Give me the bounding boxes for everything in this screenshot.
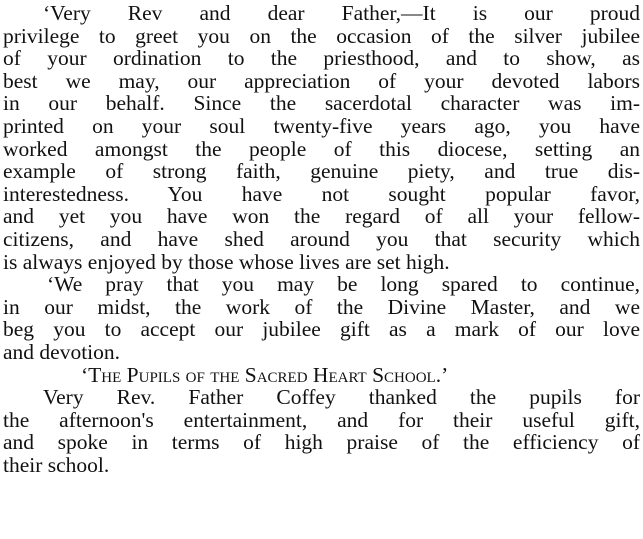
text-line: of your ordination to the priesthood, and to show, as bbox=[3, 46, 640, 71]
text-line: best we may, our appreciation of your devoted labors bbox=[3, 68, 640, 93]
text-line: example of strong faith, genuine piety, and true dis- bbox=[3, 159, 640, 184]
text-line: their school. bbox=[3, 452, 110, 477]
text-line: Very Rev. Father Coffey thanked the pupils for bbox=[43, 385, 640, 410]
text-line: and yet you have won the regard of all your fellow- bbox=[3, 204, 640, 229]
signature-block bbox=[3, 364, 640, 387]
text-line: in our midst, the work of the Divine Master, and we bbox=[3, 294, 640, 319]
text-line: and spoke in terms of high praise of the efficiency of bbox=[3, 430, 640, 455]
paragraph-response bbox=[3, 386, 640, 476]
text-line: is always enjoyed by those whose lives are set high. bbox=[3, 249, 450, 274]
text-line: in our behalf. Since the sacerdotal character was im- bbox=[3, 91, 640, 116]
document-page bbox=[3, 2, 640, 476]
paragraph-prayer bbox=[3, 273, 640, 363]
text-line: the afternoon's entertainment, and for their useful gift, bbox=[3, 407, 640, 432]
text-line: ‘Very Rev and dear Father,—It is our proud bbox=[43, 1, 640, 25]
text-line: and devotion. bbox=[3, 339, 121, 364]
signature-line: ‘The Pupils of the Sacred Heart School.’ bbox=[81, 362, 449, 387]
text-line: worked amongst the people of this diocese, setting an bbox=[3, 136, 640, 161]
text-line: citizens, and have shed around you that security which bbox=[3, 226, 640, 251]
text-line: printed on your soul twenty-five years ago, you have bbox=[3, 113, 640, 138]
text-line: interestedness. You have not sought popular favor, bbox=[3, 181, 640, 206]
text-line: ‘We pray that you may be long spared to continue, bbox=[47, 272, 640, 297]
text-line: privilege to greet you on the occasion of the silver jubilee bbox=[3, 23, 640, 48]
paragraph-address bbox=[3, 2, 640, 273]
text-line: beg you to accept our jubilee gift as a mark of our love bbox=[3, 317, 640, 342]
